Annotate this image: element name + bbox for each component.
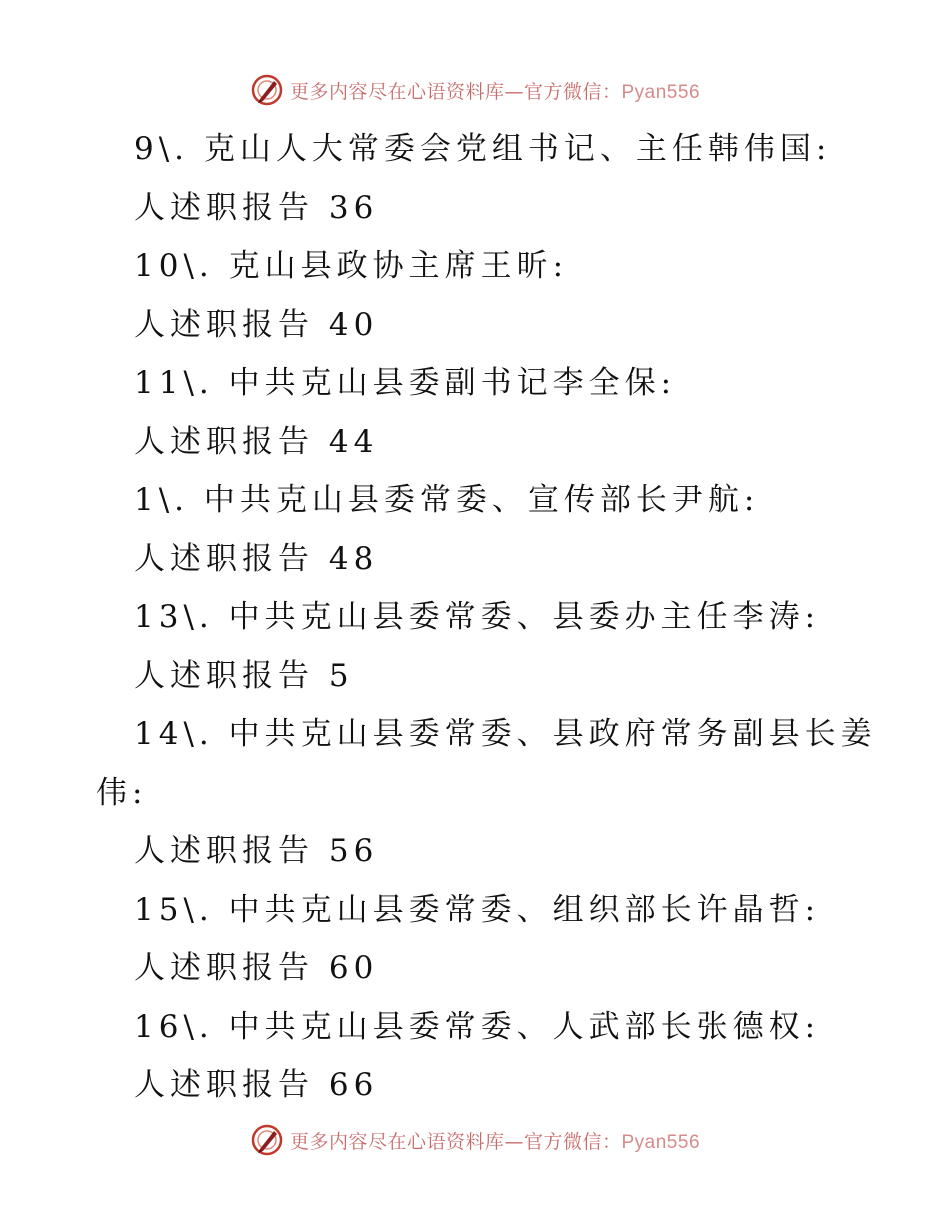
watermark-dash: —	[504, 1130, 524, 1153]
toc-entry-page: 人述职报告 66	[134, 1067, 379, 1103]
footer-watermark	[0, 1120, 950, 1160]
watermark-text: 更多内容尽在心语资料库	[289, 1130, 505, 1153]
watermark-wechat-label: 官方微信：	[523, 1130, 622, 1153]
toc-entry-page: 人述职报告 44	[134, 423, 379, 460]
toc-entry-title: 14\. 中共克山县委常委、县政府常务副县长姜	[134, 716, 877, 752]
watermark-wechat-label: 官方微信：	[523, 80, 622, 103]
watermark-dash: —	[504, 80, 524, 103]
toc-entry-title: 11\. 中共克山县委副书记李全保:	[134, 365, 677, 401]
toc-entry-page: 人述职报告 36	[134, 189, 379, 226]
pen-circle-logo-icon	[250, 1123, 284, 1157]
header-watermark	[0, 70, 950, 110]
toc-entry-page: 人述职报告 56	[134, 833, 379, 869]
watermark-wechat-id: Pyan556	[621, 1131, 701, 1153]
toc-entry-title: 9\. 克山人大常委会党组书记、主任韩伟国:	[134, 131, 832, 167]
pen-circle-logo-icon	[250, 73, 284, 107]
toc-entry-title-continued: 伟:	[96, 774, 148, 811]
toc-entry-title: 10\. 克山县政协主席王昕:	[134, 248, 569, 284]
watermark-text: 更多内容尽在心语资料库	[289, 80, 505, 103]
toc-entry-title: 15\. 中共克山县委常委、组织部长许晶哲:	[134, 891, 821, 928]
toc-entry-page: 人述职报告 60	[134, 950, 379, 986]
toc-entry-title: 16\. 中共克山县委常委、人武部长张德权:	[134, 1008, 821, 1045]
toc-entry-page: 人述职报告 40	[134, 306, 379, 343]
toc-body	[0, 120, 950, 1115]
watermark-wechat-id: Pyan556	[621, 81, 701, 103]
toc-entry-page: 人述职报告 5	[134, 657, 354, 694]
toc-entry-title: 1\. 中共克山县委常委、宣传部长尹航:	[134, 482, 760, 518]
toc-entry-page: 人述职报告 48	[134, 540, 379, 577]
toc-entry-title: 13\. 中共克山县委常委、县委办主任李涛:	[134, 599, 821, 635]
